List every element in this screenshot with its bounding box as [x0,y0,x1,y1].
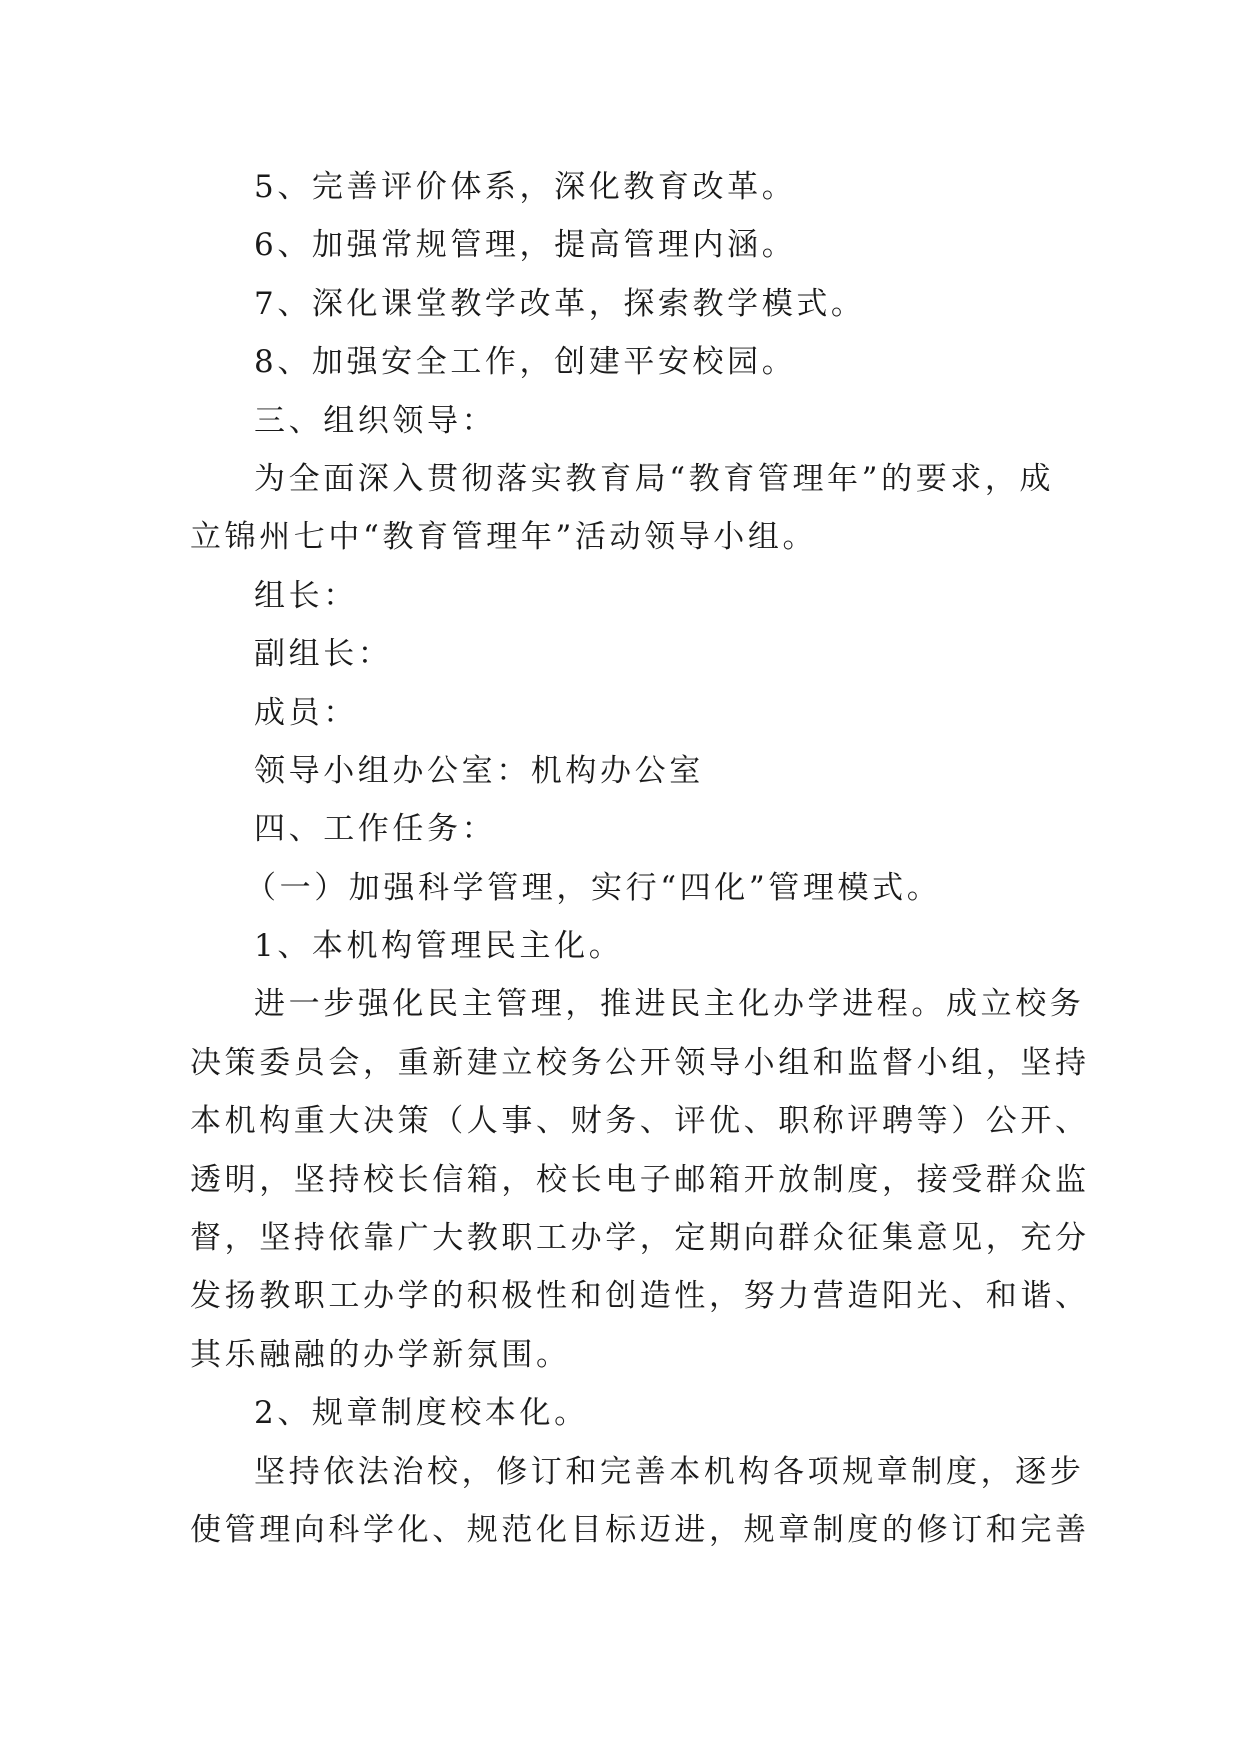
paragraph-line: 督，坚持依靠广大教职工办学，定期向群众征集意见，充分 [190,1220,1090,1257]
paragraph-line: 立锦州七中“教育管理年”活动领导小组。 [190,519,818,556]
list-item-6: 6、加强常规管理，提高管理内涵。 [254,227,797,264]
paragraph-line: 坚持依法治校，修订和完善本机构各项规章制度，逐步 [254,1453,1085,1490]
section-heading-tasks: 四、工作任务： [254,811,497,848]
list-item-1: 1、本机构管理民主化。 [254,928,624,965]
paragraph-line: 透明，坚持校长信箱，校长电子邮箱开放制度，接受群众监 [190,1161,1090,1198]
role-members: 成员： [254,694,358,731]
role-office: 领导小组办公室：机构办公室 [254,752,704,789]
section-heading-organization: 三、组织领导： [254,402,497,439]
list-item-7: 7、深化课堂教学改革，探索教学模式。 [254,285,866,322]
document-body [190,158,1090,1559]
paragraph-line: 决策委员会，重新建立校务公开领导小组和监督小组，坚持 [190,1044,1090,1081]
list-item-8: 8、加强安全工作，创建平安校园。 [254,344,797,381]
paragraph-line: 为全面深入贯彻落实教育局“教育管理年”的要求，成 [254,460,1055,497]
paragraph-line: 本机构重大决策（人事、财务、评优、职称评聘等）公开、 [190,1103,1090,1140]
list-item-5: 5、完善评价体系，深化教育改革。 [254,169,797,205]
paragraph-line: 发扬教职工办学的积极性和创造性，努力营造阳光、和谐、 [190,1278,1090,1315]
paragraph-line: 使管理向科学化、规范化目标迈进，规章制度的修订和完善 [190,1511,1090,1548]
role-deputy-leader: 副组长： [254,636,393,673]
list-item-2: 2、规章制度校本化。 [254,1395,589,1432]
role-leader: 组长： [254,577,358,614]
paragraph-line: 进一步强化民主管理，推进民主化办学进程。成立校务 [254,986,1085,1023]
subsection-heading-1: （一）加强科学管理，实行“四化”管理模式。 [245,869,942,906]
paragraph-line: 其乐融融的办学新氛围。 [190,1336,571,1373]
